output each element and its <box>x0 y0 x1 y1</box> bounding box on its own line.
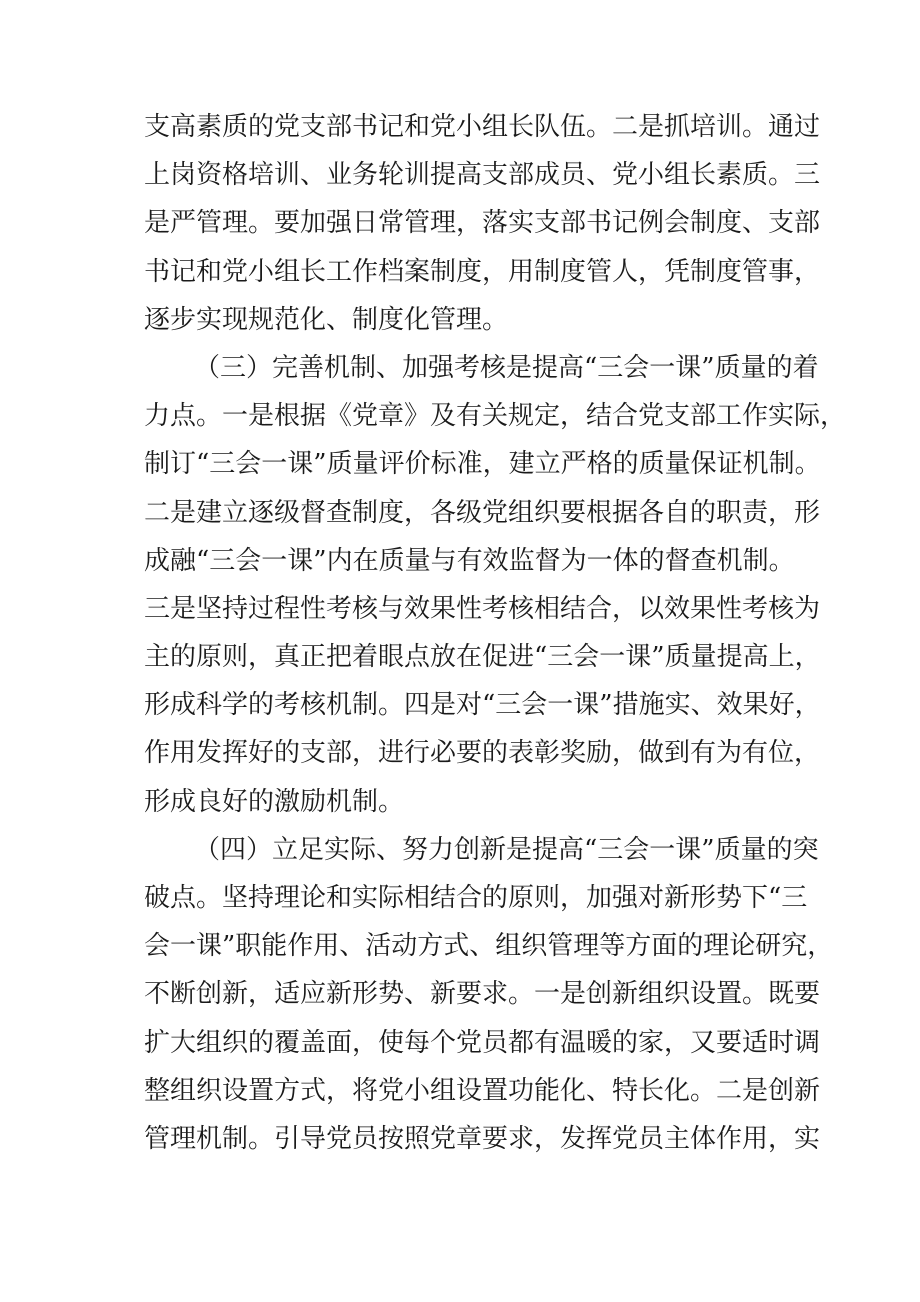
text-line: 破点。坚持理论和实际相结合的原则，加强对新形势下“三 <box>144 883 808 913</box>
text-line: 支高素质的党支部书记和党小组长队伍。二是抓培训。通过 <box>144 112 821 142</box>
text-line: 力点。一是根据《党章》及有关规定，结合党支部工作实际， <box>144 401 847 432</box>
text-line: 形成良好的激励机制。 <box>144 786 405 817</box>
text-line: 扩大组织的覆盖面，使每个党员都有温暖的家，又要适时调 <box>144 1027 821 1058</box>
text-line: 二是建立逐级督查制度，各级党组织要根据各自的职责，形 <box>144 497 821 528</box>
text-line: 不断创新，适应新形势、新要求。一是创新组织设置。既要 <box>144 979 821 1010</box>
document-body <box>144 103 847 1163</box>
text-line: 主的原则，真正把着眼点放在促进“三会一课”质量提高上， <box>144 642 821 673</box>
text-line: 成融“三会一课”内在质量与有效监督为一体的督查机制。 <box>144 545 795 576</box>
text-line: 整组织设置方式，将党小组设置功能化、特长化。二是创新 <box>144 1075 821 1106</box>
text-line: 会一课”职能作用、活动方式、组织管理等方面的理论研究， <box>144 931 834 962</box>
text-line: 三是坚持过程性考核与效果性考核相结合，以效果性考核为 <box>144 593 821 624</box>
text-line: 逐步实现规范化、制度化管理。 <box>144 304 509 335</box>
text-line: 管理机制。引导党员按照党章要求，发挥党员主体作用，实 <box>144 1123 821 1154</box>
text-line: 是严管理。要加强日常管理，落实支部书记例会制度、支部 <box>144 208 821 239</box>
text-line: 书记和党小组长工作档案制度，用制度管人，凭制度管事， <box>144 256 821 287</box>
text-line: （三）完善机制、加强考核是提高“三会一课”质量的着 <box>194 352 819 383</box>
text-line: 作用发挥好的支部，进行必要的表彰奖励，做到有为有位， <box>144 738 821 769</box>
text-line: 形成科学的考核机制。四是对“三会一课”措施实、效果好， <box>144 690 821 721</box>
text-line: 上岗资格培训、业务轮训提高支部成员、党小组长素质。三 <box>144 160 821 191</box>
text-line: 制订“三会一课”质量评价标准，建立严格的质量保证机制。 <box>144 449 821 480</box>
text-line: （四）立足实际、努力创新是提高“三会一课”质量的突 <box>194 834 819 865</box>
